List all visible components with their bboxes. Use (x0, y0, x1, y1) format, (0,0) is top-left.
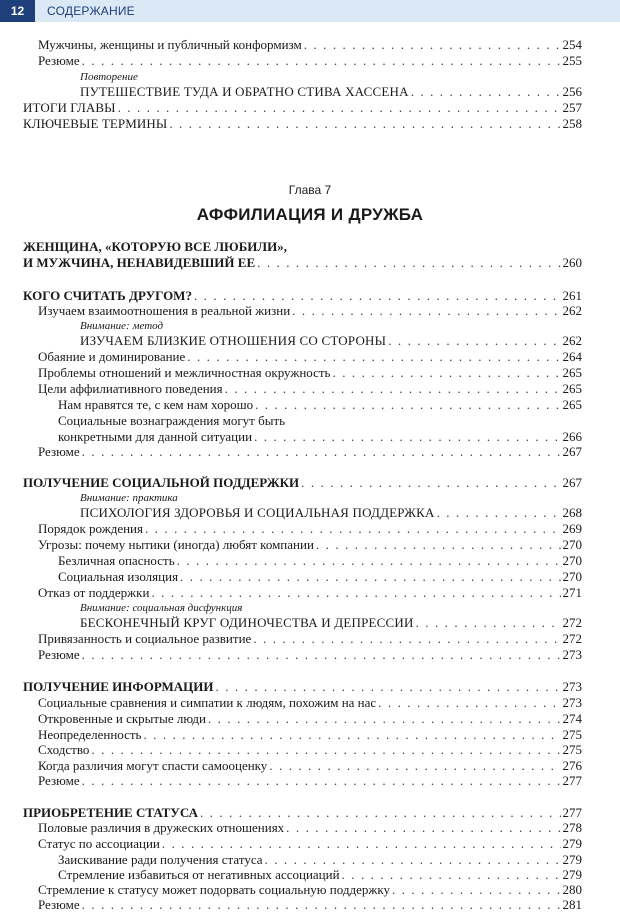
toc-entry[interactable]: ПУТЕШЕСТВИЕ ТУДА И ОБРАТНО СТИВА ХАССЕНА . . . 256 (80, 84, 582, 100)
toc-entry[interactable]: ИТОГИ ГЛАВЫ . . . 257 (23, 100, 582, 116)
toc-entry[interactable]: Откровенные и скрытые люди . . . 274 (38, 711, 582, 727)
toc-section[interactable]: ПРИОБРЕТЕНИЕ СТАТУСА . . . 277 (23, 805, 582, 821)
toc-entry[interactable]: Резюме . . . 277 (38, 773, 582, 789)
toc-entry[interactable]: И МУЖЧИНА, НЕНАВИДЕВШИЙ ЕЕ . . . 260 (23, 255, 582, 271)
toc-entry[interactable]: Социальная изоляция . . . 270 (58, 569, 582, 585)
toc-entry[interactable]: Мужчины, женщины и публичный конформизм . . . 254 (38, 37, 582, 53)
toc-entry[interactable]: Статус по ассоциации . . . 279 (38, 836, 582, 852)
toc-entry[interactable]: Заискивание ради получения статуса . . . 279 (58, 852, 582, 868)
toc-entry[interactable]: Отказ от поддержки . . . 271 (38, 585, 582, 601)
toc-entry[interactable]: Проблемы отношений и межличностная окружность . . . 265 (38, 365, 582, 381)
toc-section[interactable]: КОГО СЧИТАТЬ ДРУГОМ? . . . 261 (23, 288, 582, 304)
toc-entry[interactable]: Цели аффилиативного поведения . . . 265 (38, 381, 582, 397)
toc-entry[interactable]: Резюме . . . 273 (38, 647, 582, 663)
box-label: Повторение (80, 71, 138, 83)
box-label: Внимание: социальная дисфункция (80, 602, 243, 614)
toc-entry[interactable]: Стремление избавиться от негативных ассоциаций . . . 279 (58, 867, 582, 883)
toc-entry[interactable]: Когда различия могут спасти самооценку . . . 276 (38, 758, 582, 774)
toc-entry[interactable]: Безличная опасность . . . 270 (58, 553, 582, 569)
toc-entry[interactable]: Изучаем взаимоотношения в реальной жизни . . . 262 (38, 303, 582, 319)
toc-entry-line: ЖЕНЩИНА, «КОТОРУЮ ВСЕ ЛЮБИЛИ», (23, 239, 287, 254)
box-label: Внимание: метод (80, 320, 164, 332)
toc-entry[interactable]: конкретными для данной ситуации . . . 266 (58, 429, 582, 445)
toc-entry[interactable]: Резюме . . . 281 (38, 897, 582, 913)
toc-section[interactable]: ПОЛУЧЕНИЕ СОЦИАЛЬНОЙ ПОДДЕРЖКИ . . . 267 (23, 475, 582, 491)
toc-entry[interactable]: ПСИХОЛОГИЯ ЗДОРОВЬЯ И СОЦИАЛЬНАЯ ПОДДЕРЖКА . . . 268 (80, 505, 582, 521)
toc-entry[interactable]: Стремление к статусу может подорвать социальную поддержку . . . 280 (38, 882, 582, 898)
toc-entry[interactable]: Сходство . . . 275 (38, 742, 582, 758)
chapter-title: АФФИЛИАЦИЯ И ДРУЖБА (196, 205, 424, 224)
toc-entry[interactable]: Половые различия в дружеских отношениях . . . 278 (38, 820, 582, 836)
toc-entry[interactable]: Порядок рождения . . . 269 (38, 521, 582, 537)
toc-entry[interactable]: БЕСКОНЕЧНЫЙ КРУГ ОДИНОЧЕСТВА И ДЕПРЕССИИ . . . 272 (80, 615, 582, 631)
toc-entry[interactable]: Нам нравятся те, с кем нам хорошо . . . 265 (58, 397, 582, 413)
page-number: 12 (0, 0, 35, 22)
toc-entry[interactable]: КЛЮЧЕВЫЕ ТЕРМИНЫ . . . 258 (23, 116, 582, 132)
box-label: Внимание: практика (80, 492, 178, 504)
toc-entry[interactable]: Социальные сравнения и симпатии к людям, похожим на нас . . . 273 (38, 695, 582, 711)
toc-entry[interactable]: Угрозы: почему нытики (иногда) любят компании . . . 270 (38, 537, 582, 553)
toc-entry[interactable]: ИЗУЧАЕМ БЛИЗКИЕ ОТНОШЕНИЯ СО СТОРОНЫ . . . 262 (80, 333, 582, 349)
chapter-number: Глава 7 (288, 183, 332, 197)
toc-entry[interactable]: Обаяние и доминирование . . . 264 (38, 349, 582, 365)
toc-entry[interactable]: Привязанность и социальное развитие . . . 272 (38, 631, 582, 647)
toc-entry[interactable]: Резюме . . . 267 (38, 444, 582, 460)
toc-entry-line: Социальные вознаграждения могут быть (58, 413, 286, 428)
toc-section[interactable]: ПОЛУЧЕНИЕ ИНФОРМАЦИИ . . . 273 (23, 679, 582, 695)
toc-entry[interactable]: Неопределенность . . . 275 (38, 727, 582, 743)
toc-entry[interactable]: Резюме . . . 255 (38, 53, 582, 69)
running-header-title: СОДЕРЖАНИЕ (47, 4, 135, 18)
